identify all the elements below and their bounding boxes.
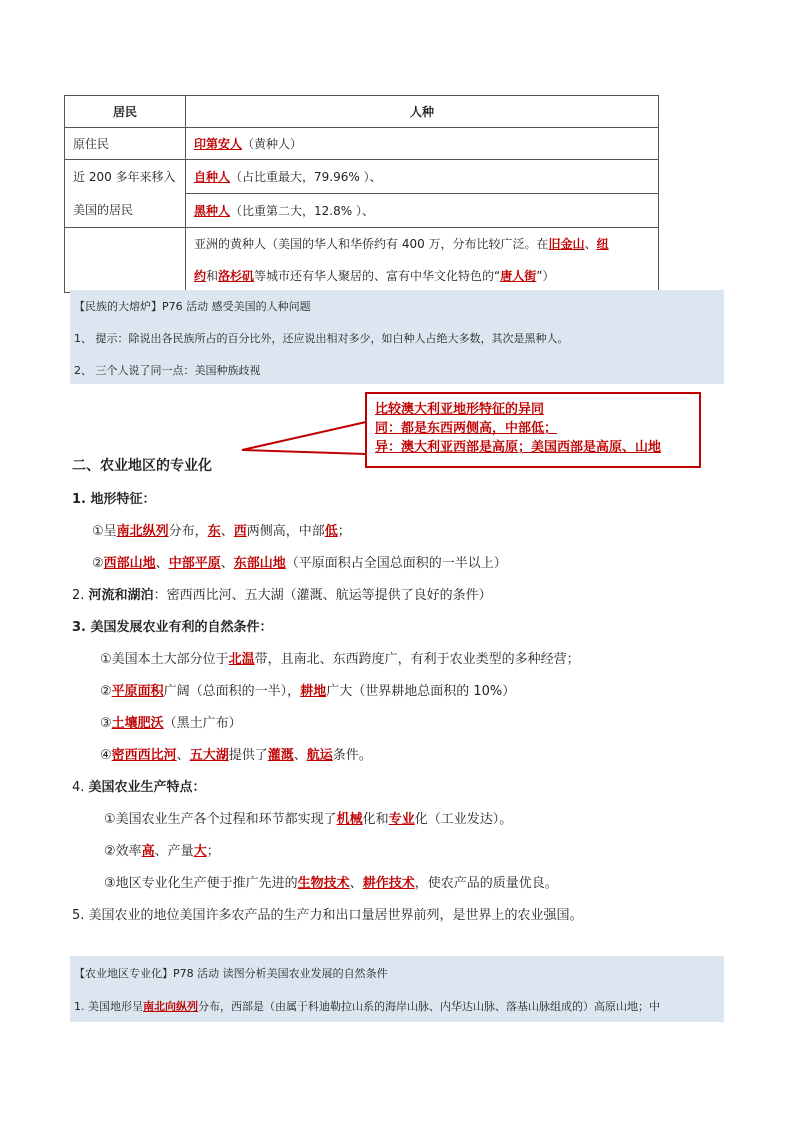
activity-title: 【农业地区专业化】P78 活动 读图分析美国农业发展的自然条件 bbox=[74, 967, 388, 980]
table-header-race: 人种 bbox=[186, 96, 659, 128]
native-label: 原住民 bbox=[65, 128, 186, 160]
item-conditions-title: 3. 美国发展农业有利的自然条件： bbox=[72, 620, 273, 635]
item-terrain-title: 1. 地形特征： bbox=[72, 492, 156, 507]
item-status: 5. 美国农业的地位美国许多农产品的生产力和出口量居世界前列，是世界上的农业强国。 bbox=[72, 908, 583, 923]
activity-box-agriculture bbox=[70, 956, 724, 1022]
table-row bbox=[65, 160, 659, 194]
activity-box-ethnic bbox=[70, 290, 724, 384]
empty-cell bbox=[65, 228, 186, 293]
conditions-line-c: ③土壤肥沃（黑土广布） bbox=[100, 716, 242, 731]
white-race: 自种人（占比重最大，79.96% ）、 bbox=[186, 160, 659, 194]
conditions-line-d: ④密西西比河、五大湖提供了灌溉、航运条件。 bbox=[100, 748, 372, 763]
activity-item: 1、 提示：除说出各民族所占的百分比外，还应说出相对多少，如白种人占绝大多数，其次是黑种人。 bbox=[74, 332, 569, 345]
terrain-line-b: ②西部山地、中部平原、东部山地（平原面积占全国总面积的一半以上） bbox=[92, 556, 507, 571]
yellow-race: 亚洲的黄种人（美国的华人和华侨约有 400 万，分布比较广泛。在旧金山、纽 约和洛杉矶等城市还有华人聚居的、富有中华文化特色的“唐人街”） bbox=[186, 228, 659, 293]
callout-box bbox=[365, 392, 701, 468]
callout-line: 异：澳大利亚西部是高原；美国西部是高原、山地 bbox=[375, 440, 662, 455]
item-rivers: 2. 河流和湖泊：密西西比河、五大湖（灌溉、航运等提供了良好的条件） bbox=[72, 588, 492, 603]
callout-line: 比较澳大利亚地形特征的异同 bbox=[375, 402, 545, 417]
table-row bbox=[65, 128, 659, 160]
table-row bbox=[65, 228, 659, 293]
activity-item: 2、 三个人说了同一点：美国种族歧视 bbox=[74, 364, 261, 377]
table-header-residents: 居民 bbox=[65, 96, 186, 128]
activity-item: 1. 美国地形呈南北向纵列分布，西部是（由属于科迪勒拉山系的海岸山脉、内华达山脉、落基山脉组成的）高原山地；中 bbox=[74, 1000, 660, 1013]
conditions-line-b: ②平原面积广阔（总面积的一半），耕地广大（世界耕地总面积的 10%） bbox=[100, 684, 516, 699]
item-features-title: 4. 美国农业生产特点： bbox=[72, 780, 206, 795]
terrain-line-a: ①呈南北纵列分布，东、西两侧高，中部低； bbox=[92, 524, 351, 539]
immigrant-label: 近 200 多年来移入 美国的居民 bbox=[65, 160, 186, 228]
features-line-a: ①美国农业生产各个过程和环节都实现了机械化和专业化（工业发达）。 bbox=[104, 812, 513, 827]
native-race: 印第安人（黄种人） bbox=[186, 128, 659, 160]
black-race: 黑种人（比重第二大，12.8% ）、 bbox=[186, 194, 659, 228]
section-heading: 二、农业地区的专业化 bbox=[72, 458, 212, 474]
callout-line: 同：都是东西两侧高，中部低； bbox=[375, 421, 558, 436]
race-table bbox=[64, 95, 659, 293]
callout-pointer bbox=[240, 420, 370, 460]
activity-title: 【民族的大熔炉】P76 活动 感受美国的人种问题 bbox=[74, 300, 311, 313]
features-line-b: ②效率高、产量大； bbox=[104, 844, 220, 859]
conditions-line-a: ①美国本土大部分位于北温带，且南北、东西跨度广，有利于农业类型的多种经营； bbox=[100, 652, 580, 667]
features-line-c: ③地区专业化生产便于推广先进的生物技术、耕作技术，使农产品的质量优良。 bbox=[104, 876, 558, 891]
